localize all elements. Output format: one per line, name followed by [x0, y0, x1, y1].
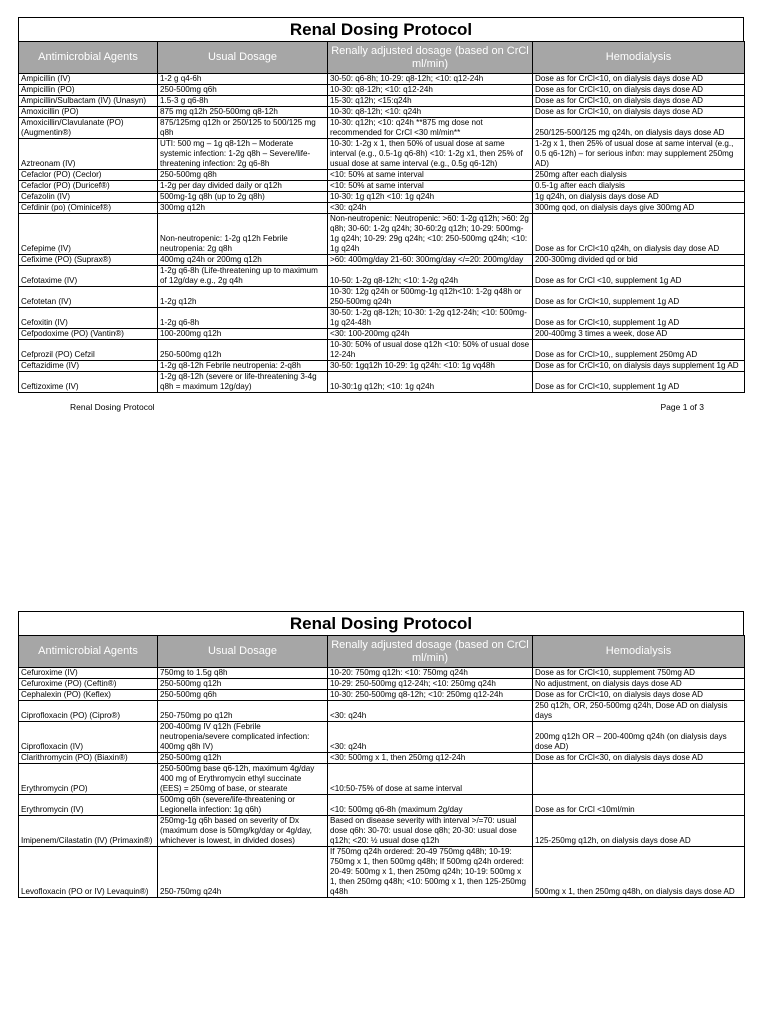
protocol-page-1 [18, 17, 744, 415]
agent-cell: Cefepime (IV) [19, 214, 158, 255]
usual-dosage-cell: 100-200mg q12h [158, 329, 328, 340]
agent-cell: Cefaclor (PO) (Ceclor) [19, 170, 158, 181]
usual-dosage-cell: 250-500mg q12h [158, 753, 328, 764]
hemodialysis-cell: 200mg q12h OR – 200-400mg q24h (on dialysis days dose AD) [533, 722, 745, 753]
dosing-table [18, 41, 745, 393]
usual-dosage-cell: 1-2g q6-8h [158, 308, 328, 329]
table-row [19, 74, 745, 85]
table-row [19, 170, 745, 181]
renal-dosage-cell: <30: 100-200mg q24h [328, 329, 533, 340]
renal-dosage-cell: <30: q24h [328, 203, 533, 214]
hemodialysis-cell: Dose as for CrCl<10, supplement 750mg AD [533, 668, 745, 679]
header-hemodialysis: Hemodialysis [533, 636, 745, 668]
agent-cell: Cefotaxime (IV) [19, 266, 158, 287]
renal-dosage-cell: 10-30: 250-500mg q8-12h; <10: 250mg q12-24h [328, 690, 533, 701]
table-row [19, 85, 745, 96]
renal-dosage-cell: Based on disease severity with interval >/=70: usual dose q6h: 30-70: usual dose q8h; 20-30: usual dose q12h; <20: ½ usual dose q12h [328, 816, 533, 847]
table-row [19, 287, 745, 308]
hemodialysis-cell: 125-250mg q12h, on dialysis days dose AD [533, 816, 745, 847]
hemodialysis-cell: 1-2g x 1, then 25% of usual dose at same interval (e.g., 0.5 q6-12h) – for serious infxn: may supplement 250mg AD) [533, 139, 745, 170]
hemodialysis-cell: Dose as for CrCl<10, supplement 1g AD [533, 308, 745, 329]
agent-cell: Amoxicillin/Clavulanate (PO) (Augmentin®) [19, 118, 158, 139]
dosing-table [18, 635, 745, 898]
header-usual-dosage: Usual Dosage [158, 42, 328, 74]
renal-dosage-cell: 30-50: q6-8h; 10-29: q8-12h; <10: q12-24h [328, 74, 533, 85]
renal-dosage-cell: 10-30: 1g q12h <10: 1g q24h [328, 192, 533, 203]
agent-cell: Ciprofloxacin (PO) (Cipro®) [19, 701, 158, 722]
agent-cell: Cefuroxime (IV) [19, 668, 158, 679]
agent-cell: Ampicillin/Sulbactam (IV) (Unasyn) [19, 96, 158, 107]
usual-dosage-cell: 1-2 g q4-6h [158, 74, 328, 85]
header-antimicrobial-agents: Antimicrobial Agents [19, 636, 158, 668]
agent-cell: Cefpodoxime (PO) (Vantin®) [19, 329, 158, 340]
usual-dosage-cell: Non-neutropenic: 1-2g q12h Febrile neutropenia: 2g q8h [158, 214, 328, 255]
hemodialysis-cell: 250 q12h, OR, 250-500mg q24h, Dose AD on dialysis days [533, 701, 745, 722]
table-header-row [19, 42, 745, 74]
hemodialysis-cell: Dose as for CrCl<10, on dialysis days dose AD [533, 74, 745, 85]
table-row [19, 764, 745, 795]
header-renally-adjusted-dosage: Renally adjusted dosage (based on CrCl ml/min) [328, 636, 533, 668]
table-row [19, 266, 745, 287]
usual-dosage-cell: 250-500mg q8h [158, 170, 328, 181]
table-row [19, 701, 745, 722]
renal-dosage-cell: >60: 400mg/day 21-60: 300mg/day </=20: 200mg/day [328, 255, 533, 266]
hemodialysis-cell: Dose as for CrCl<10, on dialysis days dose AD [533, 690, 745, 701]
renal-dosage-cell: 10-20: 750mg q12h: <10: 750mg q24h [328, 668, 533, 679]
table-row [19, 255, 745, 266]
renal-dosage-cell: 30-50: 1-2g q8-12h; 10-30: 1-2g q12-24h; <10: 500mg-1g q24-48h [328, 308, 533, 329]
page-title: Renal Dosing Protocol [18, 17, 744, 41]
hemodialysis-cell: Dose as for CrCl<10, supplement 1g AD [533, 372, 745, 393]
usual-dosage-cell: UTI: 500 mg – 1g q8-12h – Moderate systemic infection: 1-2g q8h – Severe/life-threatening infection: 2g q6-8h [158, 139, 328, 170]
agent-cell: Cephalexin (PO) (Keflex) [19, 690, 158, 701]
renal-dosage-cell: 10-30: 12g q24h or 500mg-1g q12h<10: 1-2g q48h or 250-500mg q24h [328, 287, 533, 308]
hemodialysis-cell: 500mg x 1, then 250mg q48h, on dialysis days dose AD [533, 847, 745, 898]
table-row [19, 139, 745, 170]
renal-dosage-cell: <10:50-75% of dose at same interval [328, 764, 533, 795]
agent-cell: Levofloxacin (PO or IV) Levaquin®) [19, 847, 158, 898]
agent-cell: Cefaclor (PO) (Duricef®) [19, 181, 158, 192]
hemodialysis-cell [533, 764, 745, 795]
renal-dosage-cell: If 750mg q24h ordered: 20-49 750mg q48h; 10-19: 750mg x 1, then 500mg q48h; If 500mg q24h ordered: 20-49: 500mg x 1, then 250mg q24h; 10-19: 500mg x 1, then 250mg q48h; <10: 500mg x 1, then 125-250mg q48h [328, 847, 533, 898]
hemodialysis-cell: Dose as for CrCl<10, on dialysis days supplement 1g AD [533, 361, 745, 372]
footer-title: Renal Dosing Protocol [70, 402, 155, 412]
table-body [19, 74, 745, 393]
usual-dosage-cell: 250-750mg q24h [158, 847, 328, 898]
agent-cell: Aztreonam (IV) [19, 139, 158, 170]
usual-dosage-cell: 1.5-3 g q6-8h [158, 96, 328, 107]
table-row [19, 329, 745, 340]
renal-dosage-cell: 10-30: q12h; <10: q24h **875 mg dose not recommended for CrCl <30 ml/min** [328, 118, 533, 139]
usual-dosage-cell: 250-500mg base q6-12h, maximum 4g/day 400 mg of Erythromycin ethyl succinate (EES) = 250mg of base, or stearate [158, 764, 328, 795]
usual-dosage-cell: 400mg q24h or 200mg q12h [158, 255, 328, 266]
header-hemodialysis: Hemodialysis [533, 42, 745, 74]
renal-dosage-cell: <10: 50% at same interval [328, 170, 533, 181]
renal-dosage-cell: 10-30:1g q12h; <10: 1g q24h [328, 372, 533, 393]
hemodialysis-cell: 250mg after each dialysis [533, 170, 745, 181]
usual-dosage-cell: 1-2g per day divided daily or q12h [158, 181, 328, 192]
agent-cell: Amoxicillin (PO) [19, 107, 158, 118]
agent-cell: Cefazolin (IV) [19, 192, 158, 203]
page-footer [18, 393, 744, 415]
table-row [19, 372, 745, 393]
hemodialysis-cell: 300mg qod, on dialysis days give 300mg AD [533, 203, 745, 214]
renal-dosage-cell: 10-30: q8-12h; <10: q24h [328, 107, 533, 118]
renal-dosage-cell: 10-30: 50% of usual dose q12h <10: 50% of usual dose 12-24h [328, 340, 533, 361]
table-row [19, 795, 745, 816]
renal-dosage-cell: 15-30: q12h; <15:q24h [328, 96, 533, 107]
hemodialysis-cell: Dose as for CrCl <10ml/min [533, 795, 745, 816]
page-number: Page 1 of 3 [660, 402, 704, 412]
agent-cell: Erythromycin (PO) [19, 764, 158, 795]
table-row [19, 214, 745, 255]
agent-cell: Clarithromycin (PO) (Biaxin®) [19, 753, 158, 764]
usual-dosage-cell: 1-2g q8-12h (severe or life-threatening 3-4g q8h = maximum 12g/day) [158, 372, 328, 393]
page-title: Renal Dosing Protocol [18, 611, 744, 635]
hemodialysis-cell: 1g q24h, on dialysis days dose AD [533, 192, 745, 203]
hemodialysis-cell: 200-300mg divided qd or bid [533, 255, 745, 266]
agent-cell: Ceftazidime (IV) [19, 361, 158, 372]
agent-cell: Cefdinir (po) (Ominicef®) [19, 203, 158, 214]
usual-dosage-cell: 250-750mg po q12h [158, 701, 328, 722]
hemodialysis-cell: 250/125-500/125 mg q24h, on dialysis days dose AD [533, 118, 745, 139]
usual-dosage-cell: 750mg to 1.5g q8h [158, 668, 328, 679]
agent-cell: Cefoxitin (IV) [19, 308, 158, 329]
table-row [19, 96, 745, 107]
table-row [19, 308, 745, 329]
hemodialysis-cell: Dose as for CrCl<10, on dialysis days dose AD [533, 107, 745, 118]
agent-cell: Ceftizoxime (IV) [19, 372, 158, 393]
table-row [19, 679, 745, 690]
hemodialysis-cell: Dose as for CrCl <10, supplement 1g AD [533, 266, 745, 287]
usual-dosage-cell: 200-400mg IV q12h (Febrile neutropenia/severe complicated infection: 400mg q8h IV) [158, 722, 328, 753]
agent-cell: Cefixime (PO) (Suprax®) [19, 255, 158, 266]
table-row [19, 722, 745, 753]
usual-dosage-cell: 500mg q6h (severe/life-threatening or Legionella infection: 1g q6h) [158, 795, 328, 816]
usual-dosage-cell: 250-500mg q12h [158, 340, 328, 361]
header-renally-adjusted-dosage: Renally adjusted dosage (based on CrCl ml/min) [328, 42, 533, 74]
usual-dosage-cell: 500mg-1g q8h (up to 2g q8h) [158, 192, 328, 203]
renal-dosage-cell: Non-neutropenic: Neutropenic: >60: 1-2g q12h; >60: 2g q8h; 30-60: 1-2g q24h; 30-60:2g q12h; 10-29: 500mg-1g q24h; 10-29: 29g q24h; <10: 250-500mg q24h; <10: 1g q24h [328, 214, 533, 255]
usual-dosage-cell: 1-2g q12h [158, 287, 328, 308]
table-row [19, 340, 745, 361]
agent-cell: Cefprozil (PO) Cefzil [19, 340, 158, 361]
hemodialysis-cell: Dose as for CrCl<30, on dialysis days dose AD [533, 753, 745, 764]
renal-dosage-cell: 10-29: 250-500mg q12-24h; <10: 250mg q24h [328, 679, 533, 690]
usual-dosage-cell: 250-500mg q6h [158, 690, 328, 701]
renal-dosage-cell: <10: 50% at same interval [328, 181, 533, 192]
agent-cell: Ciprofloxacin (IV) [19, 722, 158, 753]
usual-dosage-cell: 875 mg q12h 250-500mg q8-12h [158, 107, 328, 118]
usual-dosage-cell: 1-2g q8-12h Febrile neutropenia: 2-q8h [158, 361, 328, 372]
agent-cell: Imipenem/Cilastatin (IV) (Primaxin®) [19, 816, 158, 847]
table-row [19, 668, 745, 679]
table-row [19, 118, 745, 139]
table-row [19, 361, 745, 372]
renal-dosage-cell: 10-50: 1-2g q8-12h; <10: 1-2g q24h [328, 266, 533, 287]
hemodialysis-cell: Dose as for CrCl<10, supplement 1g AD [533, 287, 745, 308]
table-body [19, 668, 745, 898]
hemodialysis-cell: Dose as for CrCl<10, on dialysis days dose AD [533, 96, 745, 107]
table-row [19, 203, 745, 214]
renal-dosage-cell: 10-30: q8-12h; <10: q12-24h [328, 85, 533, 96]
header-usual-dosage: Usual Dosage [158, 636, 328, 668]
renal-dosage-cell: 10-30: 1-2g x 1, then 50% of usual dose at same interval (e.g., 0.5-1g q6-8h) <10: 1-2g x1, then 25% of usual dose at same interval (e.g., 0.5g q6-12h) [328, 139, 533, 170]
agent-cell: Cefuroxime (PO) (Ceftin®) [19, 679, 158, 690]
usual-dosage-cell: 250-500mg q6h [158, 85, 328, 96]
agent-cell: Ampicillin (PO) [19, 85, 158, 96]
usual-dosage-cell: 875/125mg q12h or 250/125 to 500/125 mg q8h [158, 118, 328, 139]
usual-dosage-cell: 250mg-1g q6h based on severity of Dx (maximum dose is 50mg/kg/day or 4g/day, whichever is lowest, in divided doses) [158, 816, 328, 847]
agent-cell: Erythromycin (IV) [19, 795, 158, 816]
header-antimicrobial-agents: Antimicrobial Agents [19, 42, 158, 74]
table-row [19, 192, 745, 203]
hemodialysis-cell: Dose as for CrCl<10, on dialysis days dose AD [533, 85, 745, 96]
table-header-row [19, 636, 745, 668]
hemodialysis-cell: No adjustment, on dialysis days dose AD [533, 679, 745, 690]
table-row [19, 816, 745, 847]
table-row [19, 753, 745, 764]
agent-cell: Cefotetan (IV) [19, 287, 158, 308]
agent-cell: Ampicillin (IV) [19, 74, 158, 85]
usual-dosage-cell: 1-2g q6-8h (Life-threatening up to maximum of 12g/day e.g., 2g q4h [158, 266, 328, 287]
table-row [19, 690, 745, 701]
usual-dosage-cell: 300mg q12h [158, 203, 328, 214]
hemodialysis-cell: Dose as for CrCl<10 q24h, on dialysis day dose AD [533, 214, 745, 255]
table-row [19, 107, 745, 118]
table-row [19, 847, 745, 898]
renal-dosage-cell: <30: q24h [328, 722, 533, 753]
renal-dosage-cell: 30-50: 1gq12h 10-29: 1g q24h: <10: 1g vq48h [328, 361, 533, 372]
usual-dosage-cell: 250-500mg q12h [158, 679, 328, 690]
hemodialysis-cell: 0.5-1g after each dialysis [533, 181, 745, 192]
renal-dosage-cell: <30: 500mg x 1, then 250mg q12-24h [328, 753, 533, 764]
hemodialysis-cell: 200-400mg 3 times a week, dose AD [533, 329, 745, 340]
hemodialysis-cell: Dose as for CrCl>10,, supplement 250mg AD [533, 340, 745, 361]
renal-dosage-cell: <30: q24h [328, 701, 533, 722]
renal-dosage-cell: <10: 500mg q6-8h (maximum 2g/day [328, 795, 533, 816]
protocol-page-2 [18, 611, 744, 898]
table-row [19, 181, 745, 192]
